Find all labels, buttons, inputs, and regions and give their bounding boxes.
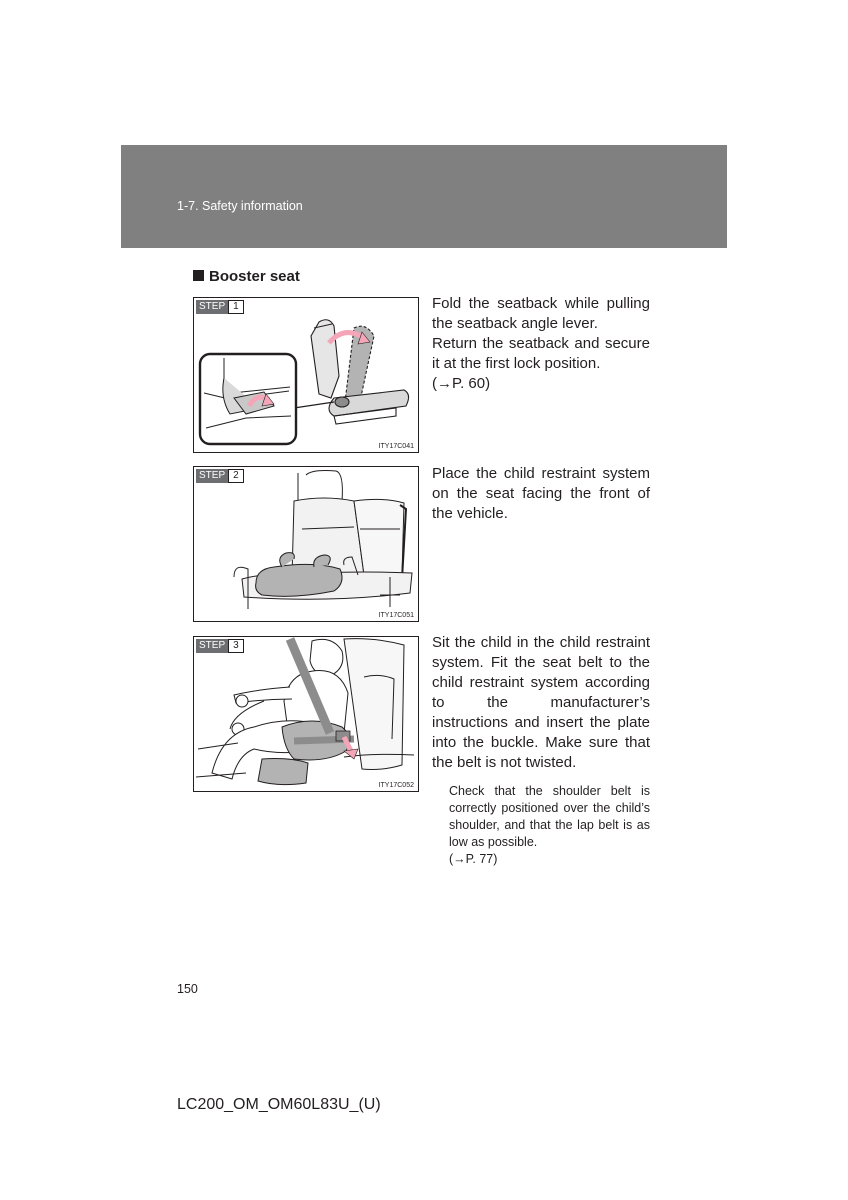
document-code: LC200_OM_OM60L83U_(U) [177, 1096, 381, 1113]
step-number: 2 [228, 469, 244, 483]
step-1-line-3: (→P. 60) [432, 375, 491, 392]
step-2-figure [193, 466, 419, 622]
subheading-text: Booster seat [209, 268, 300, 285]
step-number: 3 [228, 639, 244, 653]
step-2-line-1: Place the child restraint system on the seat facing the front of the vehicle. [432, 465, 650, 522]
subheading [193, 268, 300, 285]
booster-seat-placement-illustration [194, 467, 418, 621]
step-3-badge [196, 639, 244, 653]
step-2-badge [196, 469, 244, 483]
figure-code: ITY17C041 [378, 443, 414, 450]
step-1-line-2: Return the seatback and secure it at the first lock position. [432, 335, 650, 372]
child-belt-illustration [194, 637, 418, 791]
step-1-line-1: Fold the seatback while pulling the seatback angle lever. [432, 295, 650, 332]
step-3-line-1: Sit the child in the child restraint system. Fit the seat belt to the child restraint system according to the manufacturer’s instructions and insert the plate into the buckle. Make sure that the belt is not twisted. [432, 634, 650, 771]
step-label: STEP [196, 639, 228, 653]
step-3-figure [193, 636, 419, 792]
step-1-badge [196, 300, 244, 314]
figure-code: ITY17C051 [378, 612, 414, 619]
step-1-figure [193, 297, 419, 453]
header-band [121, 145, 727, 248]
step-1-text [432, 294, 650, 394]
figure-code: ITY17C052 [378, 782, 414, 789]
step-label: STEP [196, 300, 228, 314]
square-bullet-icon [193, 270, 204, 281]
step-3-text [432, 633, 650, 773]
step-2-text [432, 464, 650, 524]
note-line-2: (→P. 77) [449, 852, 498, 866]
step-3-note [449, 783, 650, 868]
step-label: STEP [196, 469, 228, 483]
note-line-1: Check that the shoulder belt is correctly positioned over the child’s shoulder, and that the lap belt is as low as possible. [449, 784, 650, 849]
section-title: 1-7. Safety information [177, 199, 303, 213]
step-number: 1 [228, 300, 244, 314]
seat-fold-illustration [194, 298, 418, 452]
page-number: 150 [177, 982, 198, 996]
